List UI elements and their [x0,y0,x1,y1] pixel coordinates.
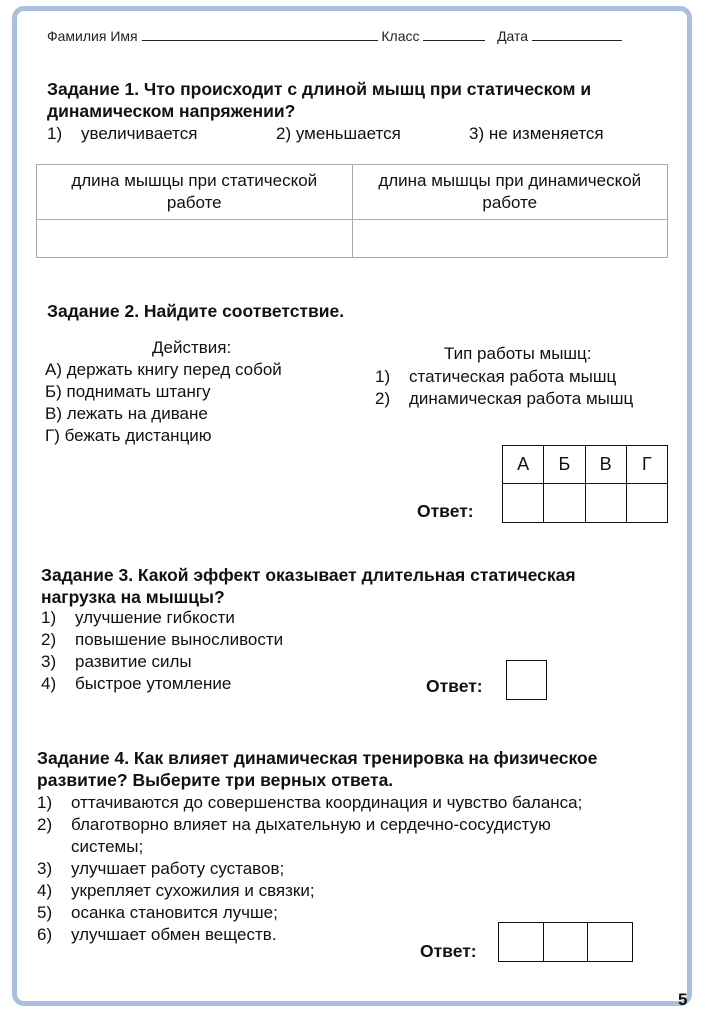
task1-title-line2: динамическом напряжении? [47,101,296,121]
task4-option [37,880,315,902]
task3-answer-box[interactable] [506,660,547,700]
option-text: системы; [71,837,144,856]
task1-option-3: 3) не изменяется [469,124,604,143]
task2-answer-label: Ответ: [417,501,474,521]
answer-column-a: А [503,446,544,484]
task4-option [37,836,143,858]
option-text: осанка становится лучше; [71,903,278,922]
option-text: быстрое утомление [75,674,232,693]
option-number: 2) [37,815,53,834]
option-number: 2) [41,630,57,649]
option-number: 1) [41,608,57,627]
header-line: длина мышцы при динамической [378,171,642,190]
task1-option-2: 2) уменьшается [276,124,401,143]
task3-answer-label: Ответ: [426,676,483,696]
option-number: 1) [375,367,391,386]
date-label: Дата [497,28,529,44]
option-text: увеличивается [81,124,198,143]
option-number: 6) [37,925,53,944]
option-number: 2) [375,389,391,408]
option-number: 1) [47,124,63,143]
task4-answer-label: Ответ: [420,941,477,961]
answer-cell[interactable] [503,484,544,523]
answer-cell[interactable] [543,923,588,962]
option-text: улучшает обмен веществ. [71,925,277,944]
task3-option [41,607,235,629]
task2-title: Задание 2. Найдите соответствие. [47,301,345,321]
date-field[interactable] [532,26,622,41]
header-line: длина мышцы при статической [71,171,318,190]
option-number: 4) [37,881,53,900]
class-label: Класс [381,28,420,44]
type-item [375,366,616,388]
answer-cell[interactable] [544,484,585,523]
header-row [47,26,622,44]
table-header-static [37,165,353,220]
option-number: 5) [37,903,53,922]
task3-option [41,673,231,695]
answer-cell-static[interactable] [37,220,353,258]
option-text: укрепляет сухожилия и связки; [71,881,315,900]
answer-cell[interactable] [626,484,667,523]
header-line: работе [482,193,538,212]
option-text: улучшение гибкости [75,608,235,627]
option-number: 3) [41,652,57,671]
answer-cell-dynamic[interactable] [352,220,668,258]
answer-cell[interactable] [588,923,633,962]
task1-option-1 [47,123,198,145]
action-item: А) держать книгу перед собой [45,360,282,379]
answer-column-b: Б [544,446,585,484]
option-text: статическая работа мышц [409,367,617,386]
option-number: 3) [37,859,53,878]
page-number: 5 [678,990,688,1009]
actions-heading: Действия: [152,338,232,357]
answer-cell[interactable] [585,484,626,523]
option-text: динамическая работа мышц [409,389,634,408]
option-number: 1) [37,793,53,812]
surname-field[interactable] [142,26,378,41]
task3-title-line2: нагрузка на мышцы? [41,587,225,607]
option-text: развитие силы [75,652,192,671]
task1-title-line1: Задание 1. Что происходит с длиной мышц при статическом и [47,79,592,99]
task1-table [36,164,668,258]
task3-option [41,651,192,673]
action-item: Б) поднимать штангу [45,382,211,401]
task4-option [37,924,277,946]
task4-title-line2: развитие? Выберите три верных ответа. [37,770,394,790]
action-item: В) лежать на диване [45,404,208,423]
option-text: улучшает работу суставов; [71,859,285,878]
header-line: работе [166,193,222,212]
task4-answer-grid [498,922,633,962]
type-item [375,388,633,410]
option-text: благотворно влияет на дыхательную и сердечно-сосудистую [71,815,551,834]
task4-option [37,858,284,880]
answer-column-v: В [585,446,626,484]
task3-option [41,629,283,651]
types-heading: Тип работы мышц: [444,344,592,363]
option-text: повышение выносливости [75,630,284,649]
answer-column-g: Г [626,446,667,484]
task4-option [37,792,582,814]
option-text: оттачиваются до совершенства координация и чувство баланса; [71,793,583,812]
action-item: Г) бежать дистанцию [45,426,212,445]
surname-label: Фамилия Имя [47,28,138,44]
option-number: 4) [41,674,57,693]
task4-option [37,902,278,924]
answer-cell[interactable] [499,923,544,962]
task3-title-line1: Задание 3. Какой эффект оказывает длительная статическая [41,565,576,585]
task2-answer-grid [502,445,668,523]
class-field[interactable] [423,26,485,41]
task4-option [37,814,551,836]
task4-title-line1: Задание 4. Как влияет динамическая тренировка на физическое [37,748,598,768]
table-header-dynamic [352,165,668,220]
